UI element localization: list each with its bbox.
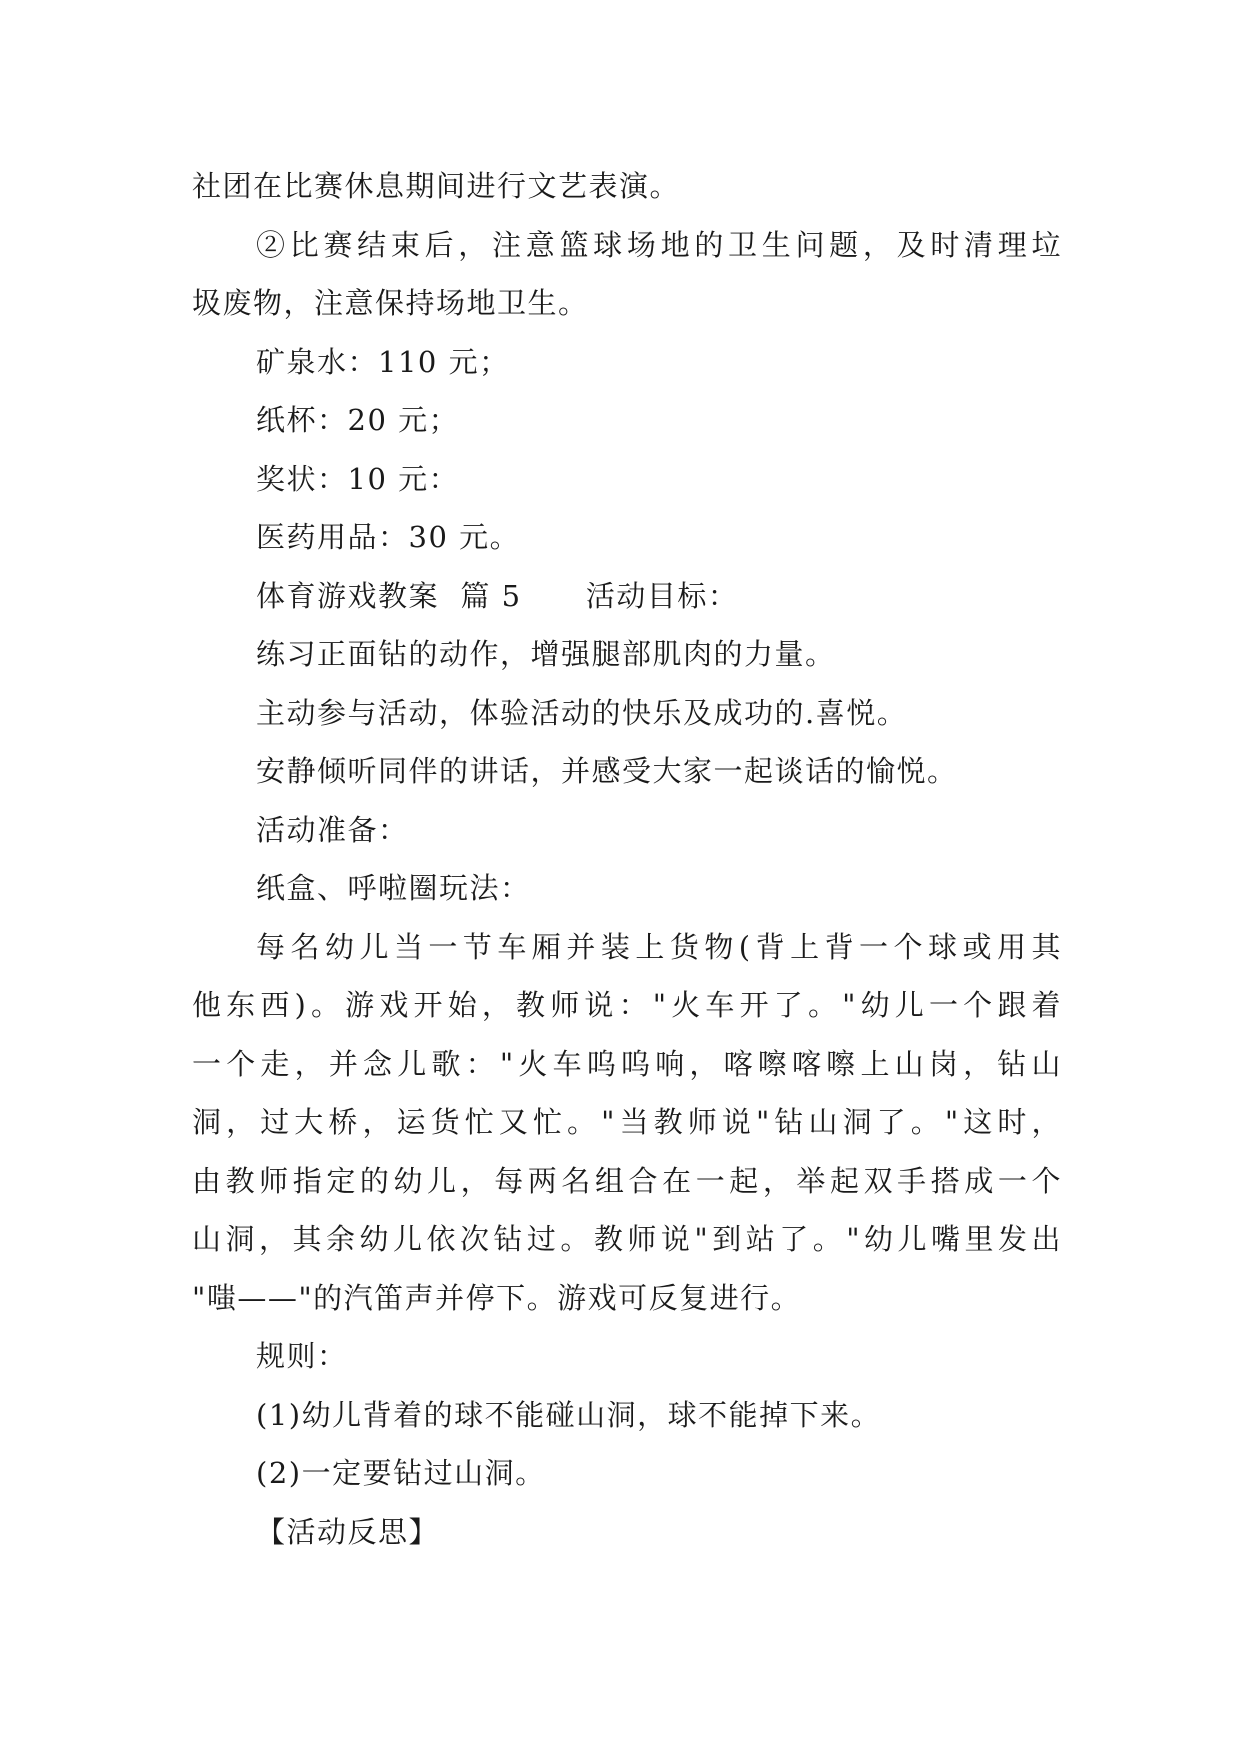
text-line-1: 社团在比赛休息期间进行文艺表演。 [192, 169, 681, 203]
text-line-14: 每名幼儿当一节车厢并装上货物(背上背一个球或用其 [256, 929, 1062, 964]
text-line-20: "嗤——"的汽笛声并停下。游戏可反复进行。 [192, 1280, 802, 1315]
text-line-11: 安静倾听同伴的讲话，并感受大家一起谈话的愉悦。 [256, 754, 958, 788]
text-line-22: (1)幼儿背着的球不能碰山洞，球不能掉下来。 [256, 1397, 882, 1432]
text-line-18: 由教师指定的幼儿，每两名组合在一起，举起双手搭成一个 [192, 1163, 1062, 1198]
text-line-24: 【活动反思】 [256, 1514, 440, 1549]
text-line-6: 奖状：10 元： [256, 461, 460, 496]
text-line-12: 活动准备： [256, 812, 409, 847]
text-line-3: 圾废物，注意保持场地卫生。 [192, 286, 589, 320]
text-line-7: 医药用品：30 元。 [256, 520, 521, 554]
text-line-17: 洞，过大桥，运货忙又忙。"当教师说"钻山洞了。"这时， [192, 1105, 1062, 1139]
text-line-9: 练习正面钻的动作，增强腿部肌肉的力量。 [256, 637, 836, 671]
text-line-10: 主动参与活动，体验活动的快乐及成功的.喜悦。 [256, 695, 908, 730]
text-line-16: 一个走，并念儿歌："火车呜呜响，喀嚓喀嚓上山岗，钻山 [192, 1046, 1062, 1081]
text-line-13: 纸盒、呼啦圈玩法： [256, 871, 531, 905]
text-line-21: 规则： [256, 1339, 348, 1373]
text-line-5: 纸杯：20 元； [256, 403, 460, 437]
text-line-15: 他东西)。游戏开始，教师说："火车开了。"幼儿一个跟着 [192, 988, 1062, 1022]
text-line-23: (2)一定要钻过山洞。 [256, 1456, 546, 1490]
text-line-2: ②比赛结束后，注意篮球场地的卫生问题，及时清理垃 [256, 227, 1062, 262]
document-body [192, 157, 1062, 1561]
section-heading: 体育游戏教案 篇 5 活动目标： [256, 578, 739, 613]
text-line-4: 矿泉水：110 元； [256, 344, 510, 379]
text-line-19: 山洞，其余幼儿依次钻过。教师说"到站了。"幼儿嘴里发出 [192, 1222, 1062, 1256]
